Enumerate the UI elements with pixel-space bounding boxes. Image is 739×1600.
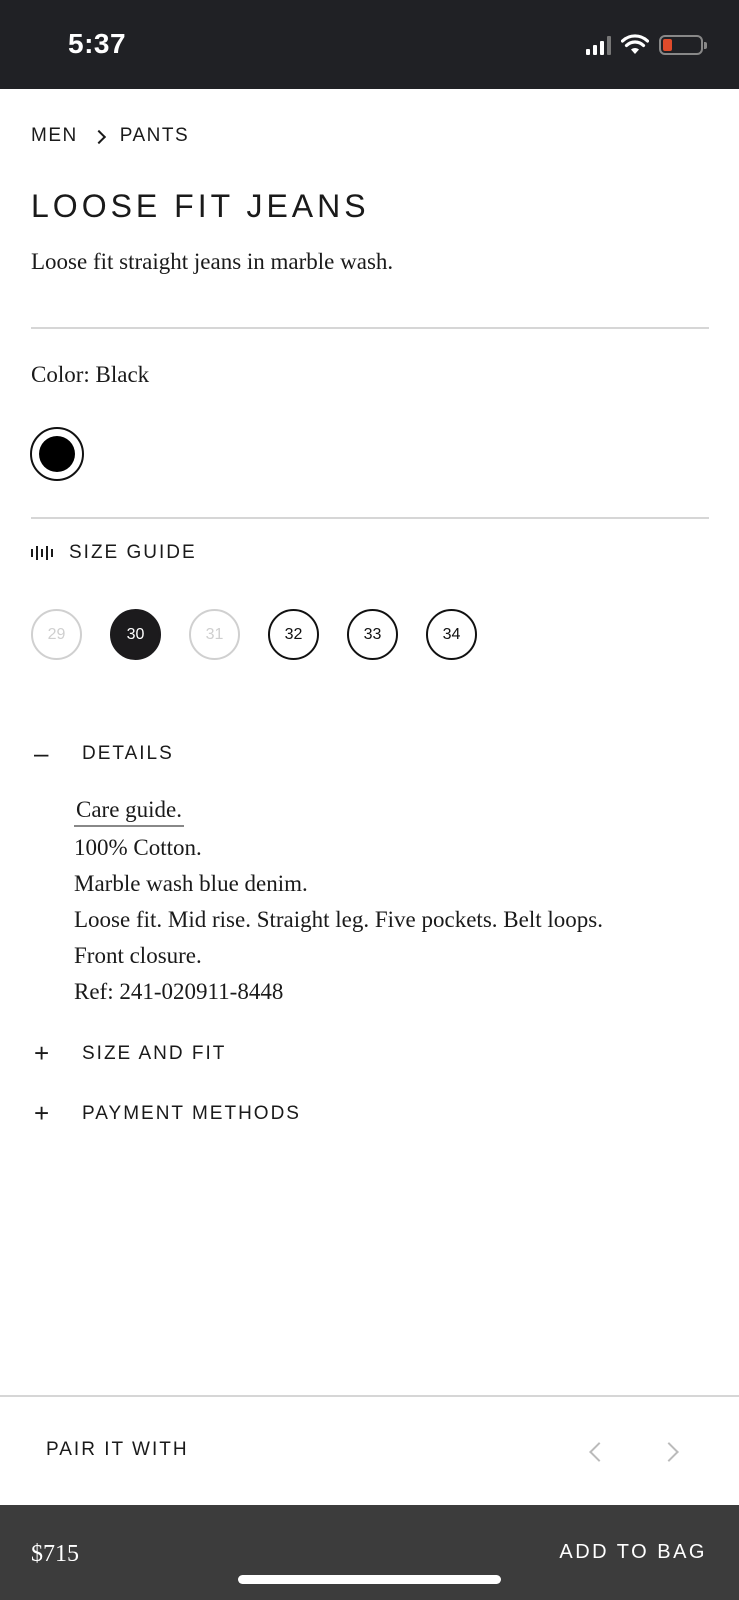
home-indicator[interactable] [238, 1575, 501, 1584]
pair-it-with-section [0, 1395, 739, 1505]
color-label: Color: Black [31, 362, 150, 387]
status-bar [0, 0, 739, 89]
size-guide-label: SIZE GUIDE [69, 542, 197, 563]
product-title: LOOSE FIT JEANS [31, 188, 370, 224]
battery-icon [659, 35, 703, 55]
details-line: Front closure. [74, 943, 202, 968]
details-toggle[interactable] [34, 738, 174, 769]
chevron-right-icon [92, 129, 106, 143]
status-icons [586, 34, 703, 56]
color-swatch-black[interactable] [30, 427, 84, 481]
size-option-29[interactable]: 29 [31, 609, 82, 660]
pair-it-with-label: PAIR IT WITH [46, 1439, 189, 1460]
price: $715 [31, 1541, 79, 1567]
size-option-30[interactable]: 30 [110, 609, 161, 660]
add-to-bag-button[interactable]: ADD TO BAG [559, 1541, 707, 1563]
payment-methods-toggle[interactable] [34, 1098, 301, 1129]
signal-icon [586, 35, 611, 55]
battery-level [663, 39, 672, 51]
divider [31, 517, 709, 519]
ruler-icon [31, 545, 53, 561]
size-option-31[interactable]: 31 [189, 609, 240, 660]
expand-icon: + [34, 1038, 52, 1068]
size-selector [31, 609, 477, 660]
payment-methods-label: PAYMENT METHODS [82, 1102, 301, 1124]
collapse-icon: – [34, 738, 51, 768]
chevron-left-icon[interactable] [589, 1442, 609, 1462]
size-and-fit-toggle[interactable] [34, 1038, 226, 1069]
status-time: 5:37 [68, 28, 127, 59]
size-option-34[interactable]: 34 [426, 609, 477, 660]
breadcrumb [31, 125, 189, 147]
size-and-fit-label: SIZE AND FIT [82, 1042, 227, 1064]
wifi-icon [621, 34, 649, 56]
details-line: 100% Cotton. [74, 835, 202, 860]
expand-icon: + [34, 1098, 52, 1128]
details-line: Marble wash blue denim. [74, 871, 308, 896]
details-line: Loose fit. Mid rise. Straight leg. Five pockets. Belt loops. [74, 907, 603, 932]
size-option-33[interactable]: 33 [347, 609, 398, 660]
details-content [74, 792, 603, 1010]
chevron-right-icon[interactable] [659, 1442, 679, 1462]
details-ref: Ref: 241-020911-8448 [74, 979, 284, 1004]
care-guide-link[interactable]: Care guide. [74, 795, 184, 827]
breadcrumb-pants[interactable]: PANTS [119, 125, 190, 146]
size-guide-link[interactable] [31, 542, 197, 564]
size-option-32[interactable]: 32 [268, 609, 319, 660]
breadcrumb-men[interactable]: MEN [31, 125, 78, 146]
purchase-bar [0, 1505, 739, 1600]
product-description: Loose fit straight jeans in marble wash. [31, 249, 394, 274]
details-label: DETAILS [82, 742, 174, 764]
color-swatch-fill [39, 436, 75, 472]
divider [31, 327, 709, 329]
